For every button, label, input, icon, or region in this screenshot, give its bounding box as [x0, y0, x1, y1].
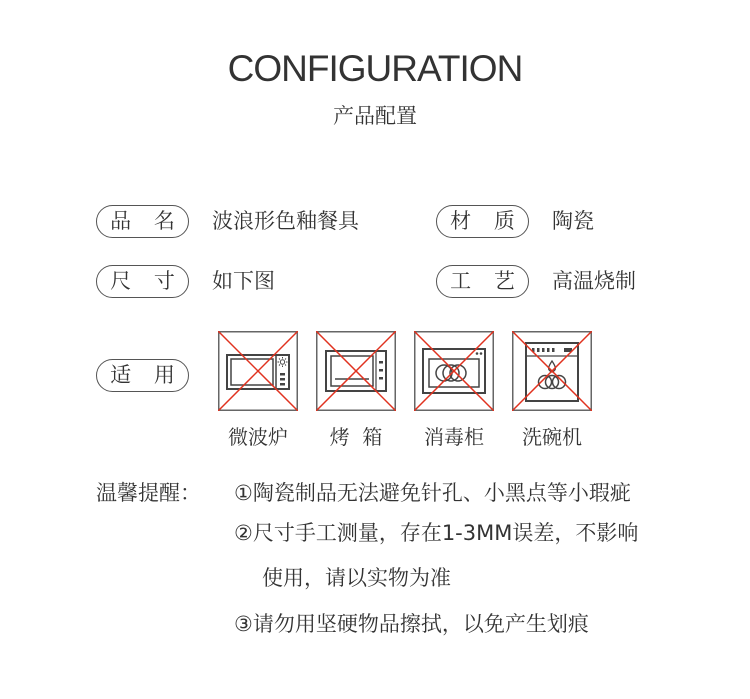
note-line-3: ③请勿用坚硬物品擦拭，以免产生划痕	[234, 612, 589, 636]
notes-heading: 温馨提醒：	[96, 481, 201, 505]
usage-label-dishwasher: 洗碗机	[522, 425, 582, 449]
spec-label-material: 材 质	[436, 205, 529, 238]
sterilizer-icon	[414, 331, 494, 411]
usage-label-oven: 烤 箱	[329, 425, 383, 449]
note-line-2-continued: 使用，请以实物为准	[262, 566, 451, 590]
spec-label-size: 尺 寸	[96, 265, 189, 298]
usage-label-sterilizer: 消毒柜	[424, 425, 484, 449]
spec-label-usage: 适 用	[96, 359, 189, 392]
note-line-1: ①陶瓷制品无法避免针孔、小黑点等小瑕疵	[234, 481, 631, 505]
spec-value-name: 波浪形色釉餐具	[212, 209, 359, 233]
dishwasher-icon	[512, 331, 592, 411]
spec-label-craft: 工 艺	[436, 265, 529, 298]
oven-icon	[316, 331, 396, 411]
page-subtitle: 产品配置	[333, 104, 417, 128]
spec-value-size: 如下图	[212, 269, 275, 293]
usage-label-microwave: 微波炉	[228, 425, 288, 449]
spec-label-name: 品 名	[96, 205, 189, 238]
spec-value-material: 陶瓷	[552, 209, 594, 233]
spec-value-craft: 高温烧制	[552, 269, 636, 293]
page-title: CONFIGURATION	[227, 48, 523, 89]
microwave-icon	[218, 331, 298, 411]
note-line-2: ②尺寸手工测量，存在1-3MM误差，不影响	[234, 521, 639, 545]
